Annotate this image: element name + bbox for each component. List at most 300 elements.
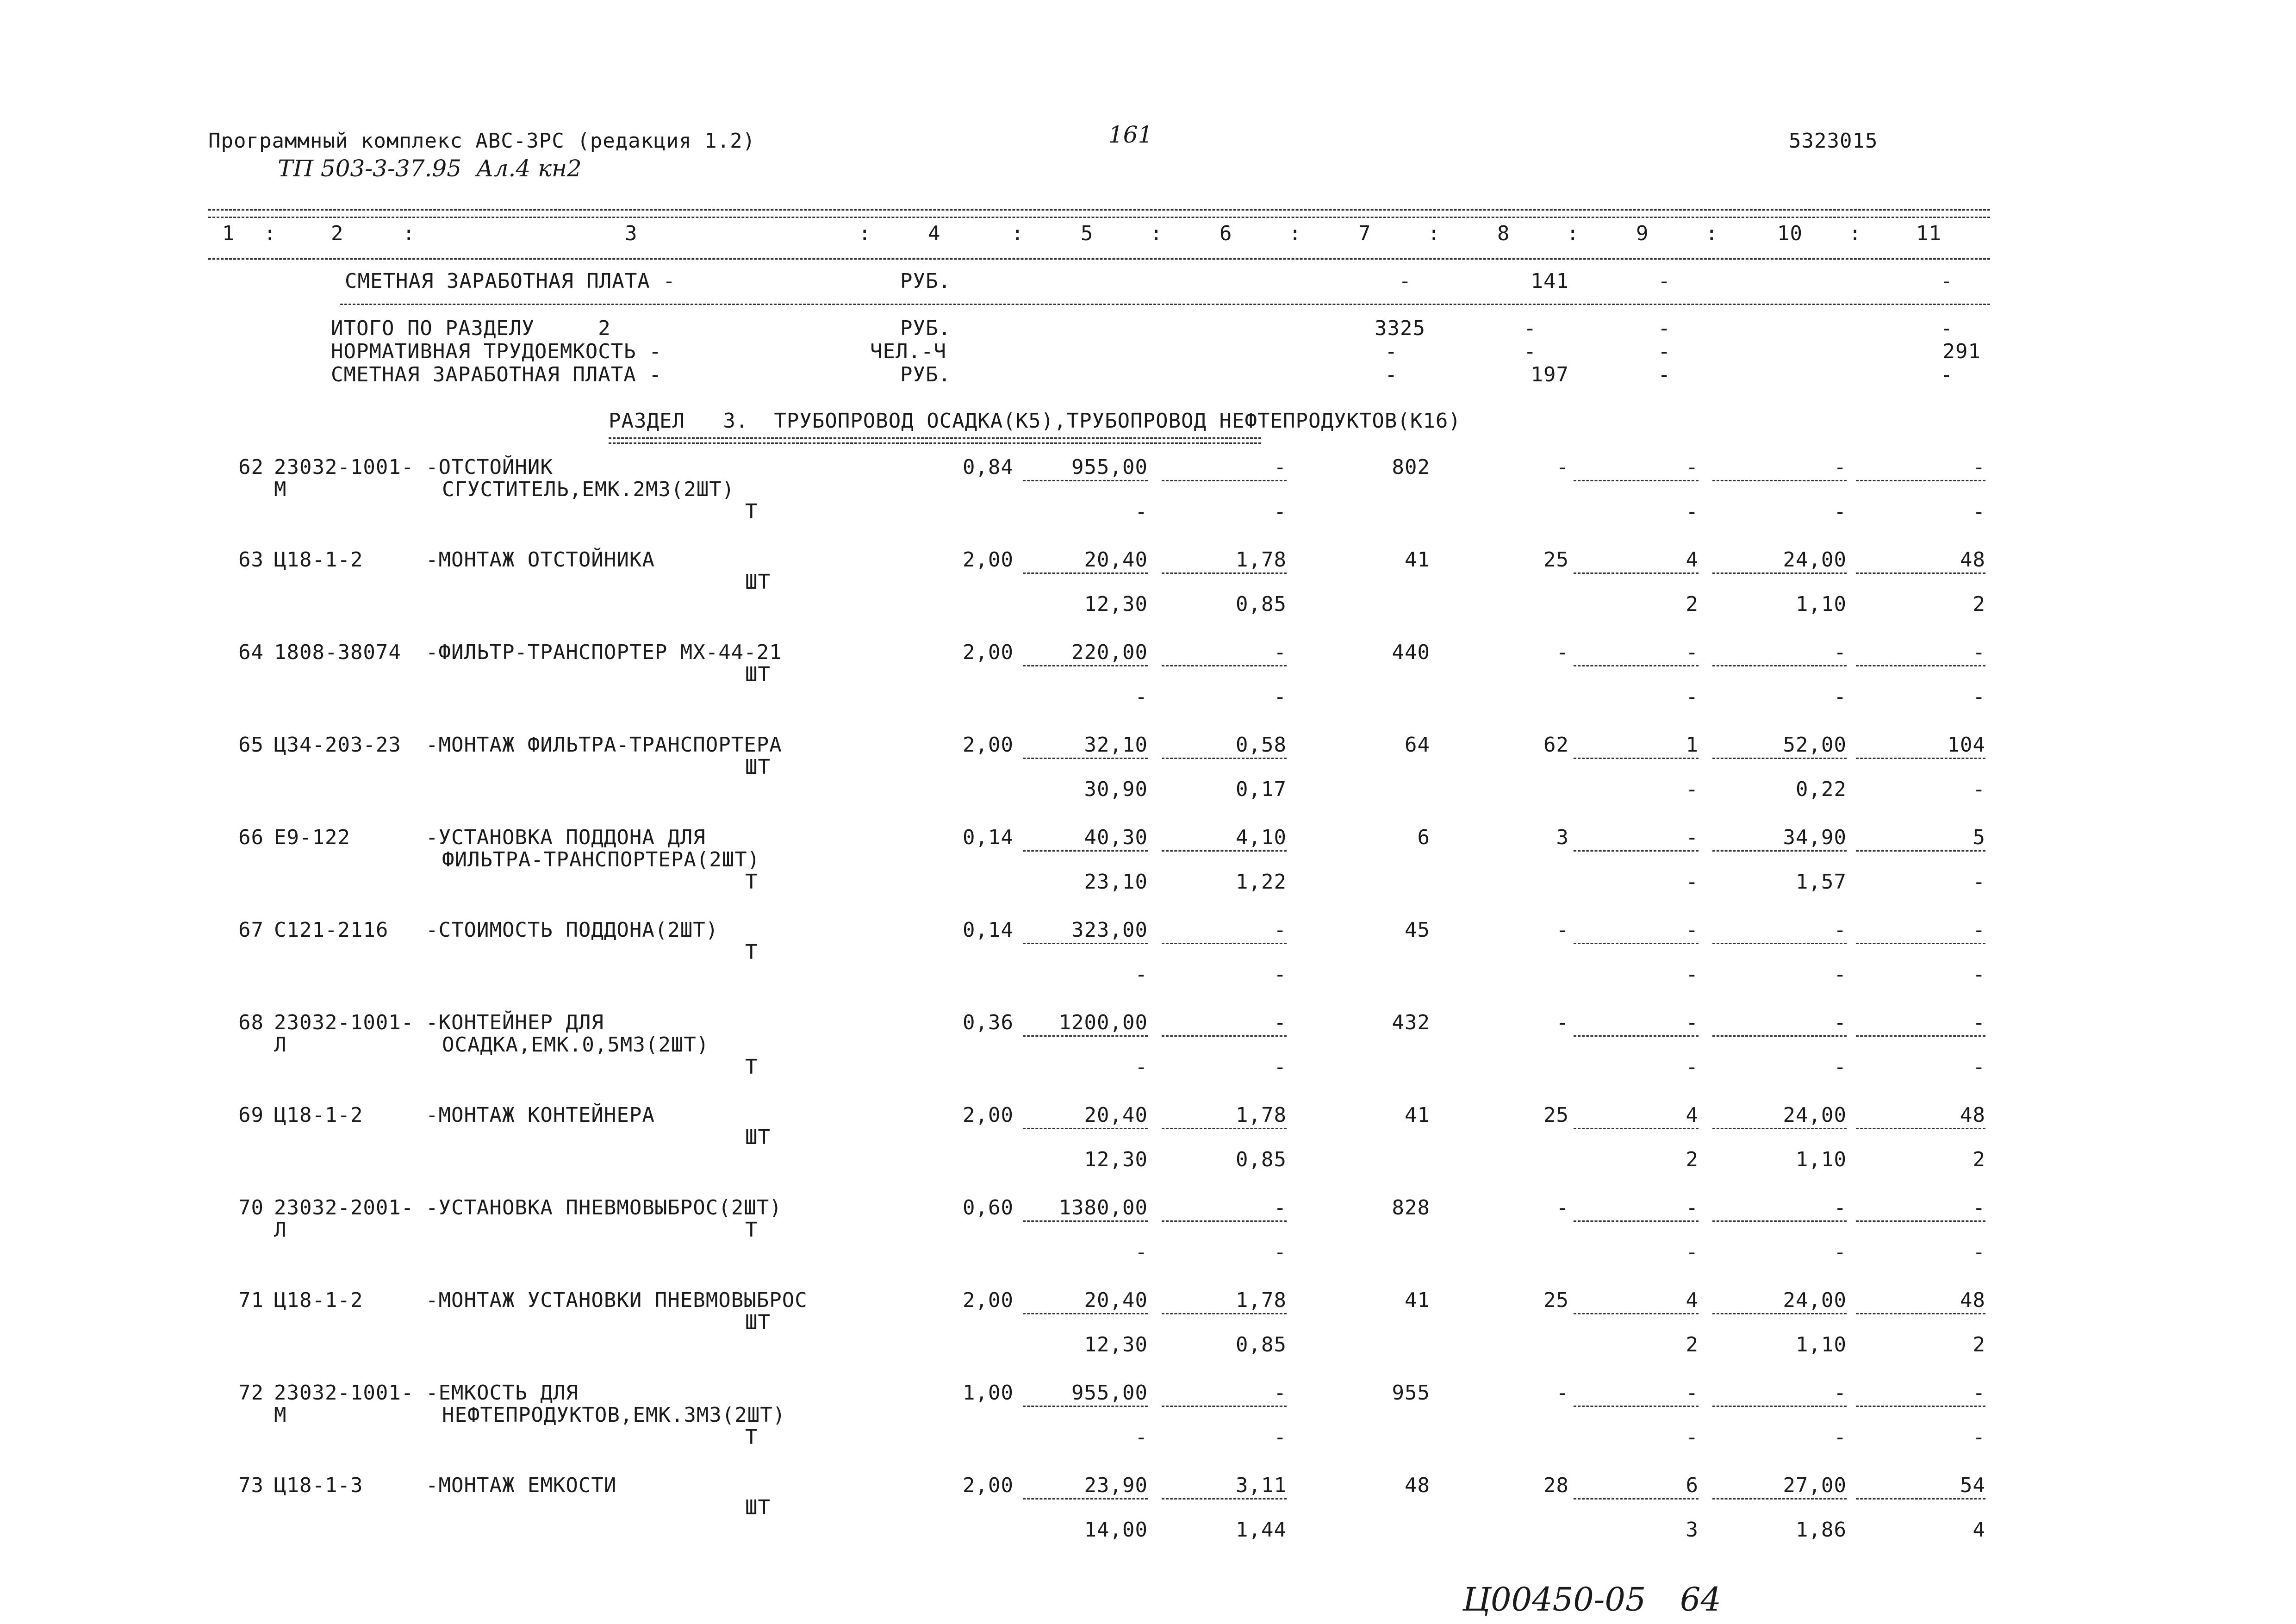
row-total-cost: 828 bbox=[1392, 1196, 1430, 1220]
cell-underline bbox=[1574, 480, 1699, 481]
col-8: 8 bbox=[1497, 222, 1510, 245]
row-unit-cost: 20,40 bbox=[1084, 548, 1148, 572]
header-top-rule bbox=[208, 209, 1990, 211]
row-unit: ШТ bbox=[745, 755, 771, 779]
row-quantity: 0,14 bbox=[963, 826, 1014, 849]
row-machine-salary: - bbox=[1274, 963, 1287, 986]
row-c9: 4 bbox=[1686, 1288, 1699, 1312]
row-code: С121-2116 bbox=[274, 918, 389, 942]
row-c10-sub: - bbox=[1834, 963, 1847, 986]
row-total-cost: 432 bbox=[1392, 1011, 1430, 1034]
row-salary: 25 bbox=[1543, 1288, 1569, 1312]
row-c9: 4 bbox=[1686, 1103, 1699, 1127]
row-c11: 5 bbox=[1972, 826, 1985, 849]
row-c9: 4 bbox=[1686, 548, 1699, 572]
row-total-cost: 48 bbox=[1405, 1474, 1430, 1497]
cell-underline bbox=[1023, 1035, 1148, 1037]
row-code: Ц34-203-23 bbox=[274, 733, 401, 757]
row-number: 64 bbox=[238, 641, 264, 664]
row-name: -МОНТАЖ КОНТЕЙНЕРА bbox=[426, 1103, 655, 1127]
row-total-cost: 41 bbox=[1405, 548, 1430, 572]
row-c11: - bbox=[1972, 1196, 1985, 1220]
row-c10: - bbox=[1834, 918, 1847, 942]
row-machine-salary: 1,22 bbox=[1236, 870, 1287, 894]
row-code-suffix: М bbox=[274, 478, 287, 501]
row-unit-cost: 323,00 bbox=[1071, 918, 1148, 942]
summary-c9: - bbox=[1658, 269, 1671, 293]
row-c9-sub: 3 bbox=[1686, 1518, 1699, 1542]
summary-c7: - bbox=[1399, 269, 1412, 293]
row-unit-cost: 1380,00 bbox=[1058, 1196, 1148, 1220]
row-quantity: 2,00 bbox=[963, 548, 1014, 572]
cell-underline bbox=[1574, 1498, 1699, 1500]
row-unit: Т bbox=[745, 1055, 758, 1079]
cell-underline bbox=[1023, 758, 1148, 759]
summary-label: СМЕТНАЯ ЗАРАБОТНАЯ ПЛАТА - bbox=[345, 269, 676, 293]
row-c9-sub: - bbox=[1686, 870, 1699, 894]
row-unit: ШТ bbox=[745, 1496, 771, 1519]
row-name: -УСТАНОВКА ПНЕВМОВЫБРОС(2ШТ) bbox=[426, 1196, 782, 1220]
row-c10-sub: 1,10 bbox=[1796, 1148, 1847, 1171]
cell-underline bbox=[1023, 1406, 1148, 1407]
row-unit-cost: 20,40 bbox=[1084, 1288, 1148, 1312]
header-bottom-rule bbox=[208, 258, 1990, 260]
row-unit: ШТ bbox=[745, 1311, 771, 1334]
summary-c11: - bbox=[1940, 269, 1953, 293]
row-salary: - bbox=[1556, 918, 1569, 942]
row-machine-salary: 0,85 bbox=[1236, 592, 1287, 616]
col-1: 1 bbox=[222, 222, 235, 245]
summary-section-unit: РУБ. bbox=[900, 363, 951, 386]
row-c11: - bbox=[1972, 455, 1985, 479]
cell-underline bbox=[1856, 943, 1985, 944]
footer-stamp: Ц00450-05 bbox=[1462, 1580, 1646, 1618]
cell-underline bbox=[1162, 1128, 1287, 1129]
row-c9: - bbox=[1686, 1381, 1699, 1405]
row-number: 65 bbox=[238, 733, 264, 757]
program-title: Программный комплекс АВС-3РС (редакция 1.2) bbox=[208, 129, 756, 153]
col-7: 7 bbox=[1358, 222, 1371, 245]
row-c9: - bbox=[1686, 826, 1699, 849]
row-c9-sub: - bbox=[1686, 500, 1699, 523]
summary-rule bbox=[340, 304, 1990, 305]
row-name-cont: ФИЛЬТРА-ТРАНСПОРТЕРА(2ШТ) bbox=[442, 848, 760, 871]
summary-unit: РУБ. bbox=[900, 269, 951, 293]
row-c9-sub: 2 bbox=[1686, 1148, 1699, 1171]
cell-underline bbox=[1856, 665, 1985, 666]
row-code: 23032-1001- bbox=[274, 455, 414, 479]
row-machine-cost: - bbox=[1274, 455, 1287, 479]
row-name: -ЕМКОСТЬ ДЛЯ bbox=[426, 1381, 579, 1405]
row-machine-cost: - bbox=[1274, 641, 1287, 664]
row-c9: - bbox=[1686, 1196, 1699, 1220]
row-name: -МОНТАЖ УСТАНОВКИ ПНЕВМОВЫБРОС bbox=[426, 1288, 808, 1312]
header-mid-rule bbox=[208, 217, 1990, 218]
summary-section-label: ИТОГО ПО РАЗДЕЛУ 2 bbox=[331, 317, 611, 340]
cell-underline bbox=[1856, 1406, 1985, 1407]
cell-underline bbox=[1856, 758, 1985, 759]
row-total-cost: 955 bbox=[1392, 1381, 1430, 1405]
row-machine-cost: 1,78 bbox=[1236, 548, 1287, 572]
row-c9: 1 bbox=[1686, 733, 1699, 757]
row-unit-cost-salary: - bbox=[1135, 963, 1148, 986]
row-unit-cost-salary: - bbox=[1135, 685, 1148, 709]
row-unit-cost: 40,30 bbox=[1084, 826, 1148, 849]
summary-section-unit: РУБ. bbox=[900, 317, 951, 340]
row-c10: - bbox=[1834, 1381, 1847, 1405]
summary-section-c7: - bbox=[1385, 340, 1398, 363]
row-c10: - bbox=[1834, 1196, 1847, 1220]
row-unit-cost-salary: - bbox=[1135, 1425, 1148, 1449]
cell-underline bbox=[1856, 1128, 1985, 1129]
row-machine-cost: 3,11 bbox=[1236, 1474, 1287, 1497]
row-machine-salary: 0,17 bbox=[1236, 778, 1287, 801]
row-number: 62 bbox=[238, 455, 264, 479]
row-unit-cost: 955,00 bbox=[1071, 455, 1148, 479]
row-code: 23032-1001- bbox=[274, 1381, 414, 1405]
row-code: 23032-1001- bbox=[274, 1011, 414, 1034]
row-c11-sub: - bbox=[1972, 1240, 1985, 1264]
summary-section-c11: 291 bbox=[1942, 340, 1981, 363]
cell-underline bbox=[1856, 1313, 1985, 1314]
row-machine-cost: - bbox=[1274, 1011, 1287, 1034]
col-sep: : bbox=[1705, 222, 1718, 245]
row-c10: 24,00 bbox=[1783, 1103, 1847, 1127]
row-c10-sub: - bbox=[1834, 1240, 1847, 1264]
cell-underline bbox=[1023, 1220, 1148, 1222]
cell-underline bbox=[1574, 572, 1699, 574]
row-code: 23032-2001- bbox=[274, 1196, 414, 1220]
row-c11-sub: 2 bbox=[1972, 1148, 1985, 1171]
col-sep: : bbox=[1289, 222, 1302, 245]
row-name-cont: НЕФТЕПРОДУКТОВ,ЕМК.3М3(2ШТ) bbox=[442, 1403, 786, 1427]
row-machine-cost: - bbox=[1274, 918, 1287, 942]
cell-underline bbox=[1162, 1035, 1287, 1037]
document-code: 5323015 bbox=[1789, 129, 1878, 153]
row-code-suffix: М bbox=[274, 1403, 287, 1427]
row-c9-sub: - bbox=[1686, 1055, 1699, 1079]
row-c11-sub: - bbox=[1972, 963, 1985, 986]
cell-underline bbox=[1856, 1498, 1985, 1500]
row-c11: - bbox=[1972, 918, 1985, 942]
col-6: 6 bbox=[1220, 222, 1232, 245]
row-c10-sub: 1,10 bbox=[1796, 592, 1847, 616]
row-machine-salary: - bbox=[1274, 1425, 1287, 1449]
row-machine-salary: - bbox=[1274, 500, 1287, 523]
summary-section-c7: - bbox=[1385, 363, 1398, 386]
row-salary: - bbox=[1556, 1011, 1569, 1034]
row-c9: 6 bbox=[1686, 1474, 1699, 1497]
row-machine-cost: 4,10 bbox=[1236, 826, 1287, 849]
cell-underline bbox=[1162, 1220, 1287, 1222]
cell-underline bbox=[1574, 943, 1699, 944]
col-5: 5 bbox=[1081, 222, 1094, 245]
row-salary: 62 bbox=[1543, 733, 1569, 757]
summary-section-c9: - bbox=[1658, 317, 1671, 340]
row-total-cost: 6 bbox=[1417, 826, 1430, 849]
cell-underline bbox=[1856, 850, 1985, 852]
row-c11-sub: - bbox=[1972, 1055, 1985, 1079]
col-sep: : bbox=[403, 222, 416, 245]
row-machine-cost: 1,78 bbox=[1236, 1288, 1287, 1312]
row-c9: - bbox=[1686, 641, 1699, 664]
row-code: Ц18-1-2 bbox=[274, 1288, 363, 1312]
row-name: -МОНТАЖ ЕМКОСТИ bbox=[426, 1474, 617, 1497]
row-total-cost: 41 bbox=[1405, 1103, 1430, 1127]
row-c10: 52,00 bbox=[1783, 733, 1847, 757]
cell-underline bbox=[1712, 1406, 1847, 1407]
summary-section-c11: - bbox=[1940, 317, 1953, 340]
cell-underline bbox=[1856, 1035, 1985, 1037]
row-c11-sub: 4 bbox=[1972, 1518, 1985, 1542]
row-c10-sub: - bbox=[1834, 685, 1847, 709]
row-c9-sub: - bbox=[1686, 1240, 1699, 1264]
row-c11: 48 bbox=[1960, 548, 1985, 572]
cell-underline bbox=[1023, 665, 1148, 666]
row-c11-sub: - bbox=[1972, 1425, 1985, 1449]
row-c11-sub: - bbox=[1972, 870, 1985, 894]
row-name: -УСТАНОВКА ПОДДОНА ДЛЯ bbox=[426, 826, 706, 849]
page-number: 161 bbox=[1108, 121, 1153, 148]
row-code: Ц18-1-2 bbox=[274, 548, 363, 572]
row-salary: 28 bbox=[1543, 1474, 1569, 1497]
row-c10-sub: 1,57 bbox=[1796, 870, 1847, 894]
cell-underline bbox=[1574, 665, 1699, 666]
row-quantity: 1,00 bbox=[963, 1381, 1014, 1405]
row-name: -ОТСТОЙНИК bbox=[426, 455, 553, 479]
row-c11-sub: 2 bbox=[1972, 592, 1985, 616]
row-c10-sub: 1,10 bbox=[1796, 1333, 1847, 1356]
row-c11: - bbox=[1972, 1011, 1985, 1034]
col-sep: : bbox=[1428, 222, 1441, 245]
row-quantity: 2,00 bbox=[963, 641, 1014, 664]
cell-underline bbox=[1023, 1128, 1148, 1129]
row-quantity: 0,84 bbox=[963, 455, 1014, 479]
row-unit: Т bbox=[745, 870, 758, 894]
row-machine-cost: 1,78 bbox=[1236, 1103, 1287, 1127]
row-number: 67 bbox=[238, 918, 264, 942]
row-c9-sub: 2 bbox=[1686, 592, 1699, 616]
row-unit-cost-salary: 12,30 bbox=[1084, 592, 1148, 616]
row-unit-cost: 955,00 bbox=[1071, 1381, 1148, 1405]
row-code: Ц18-1-2 bbox=[274, 1103, 363, 1127]
cell-underline bbox=[1712, 943, 1847, 944]
row-number: 68 bbox=[238, 1011, 264, 1034]
row-c10-sub: - bbox=[1834, 500, 1847, 523]
row-c9: - bbox=[1686, 1011, 1699, 1034]
row-quantity: 0,14 bbox=[963, 918, 1014, 942]
row-machine-cost: - bbox=[1274, 1381, 1287, 1405]
summary-section-unit: ЧЕЛ.-Ч bbox=[870, 340, 946, 363]
handwritten-reference: ТП 503-3-37.95 Ал.4 кн2 bbox=[278, 155, 582, 182]
summary-section-c11: - bbox=[1940, 363, 1953, 386]
col-10: 10 bbox=[1777, 222, 1803, 245]
row-c11-sub: - bbox=[1972, 685, 1985, 709]
summary-section-c8: - bbox=[1524, 340, 1537, 363]
summary-section-label: СМЕТНАЯ ЗАРАБОТНАЯ ПЛАТА - bbox=[331, 363, 662, 386]
row-c10: - bbox=[1834, 1011, 1847, 1034]
cell-underline bbox=[1856, 1220, 1985, 1222]
row-total-cost: 440 bbox=[1392, 641, 1430, 664]
cell-underline bbox=[1162, 480, 1287, 481]
row-unit-cost-salary: - bbox=[1135, 500, 1148, 523]
footer-sheet: 64 bbox=[1680, 1580, 1722, 1618]
row-quantity: 2,00 bbox=[963, 1474, 1014, 1497]
row-name: -МОНТАЖ ОТСТОЙНИКА bbox=[426, 548, 655, 572]
row-unit-cost-salary: 12,30 bbox=[1084, 1333, 1148, 1356]
row-quantity: 2,00 bbox=[963, 1103, 1014, 1127]
summary-c8: 141 bbox=[1531, 269, 1569, 293]
cell-underline bbox=[1574, 1220, 1699, 1222]
summary-section-c9: - bbox=[1658, 340, 1671, 363]
col-2: 2 bbox=[331, 222, 344, 245]
row-unit: Т bbox=[745, 1218, 758, 1242]
summary-section-c7: 3325 bbox=[1375, 317, 1425, 340]
row-number: 72 bbox=[238, 1381, 264, 1405]
row-c10: 27,00 bbox=[1783, 1474, 1847, 1497]
cell-underline bbox=[1574, 1128, 1699, 1129]
row-unit-cost-salary: 23,10 bbox=[1084, 870, 1148, 894]
row-number: 63 bbox=[238, 548, 264, 572]
row-total-cost: 45 bbox=[1405, 918, 1430, 942]
cell-underline bbox=[1162, 1498, 1287, 1500]
row-c11: - bbox=[1972, 641, 1985, 664]
row-machine-cost: - bbox=[1274, 1196, 1287, 1220]
row-machine-salary: 0,85 bbox=[1236, 1333, 1287, 1356]
row-salary: 3 bbox=[1556, 826, 1569, 849]
col-sep: : bbox=[1567, 222, 1580, 245]
row-name: -КОНТЕЙНЕР ДЛЯ bbox=[426, 1011, 604, 1034]
row-total-cost: 64 bbox=[1405, 733, 1430, 757]
cell-underline bbox=[1856, 480, 1985, 481]
row-name: -СТОИМОСТЬ ПОДДОНА(2ШТ) bbox=[426, 918, 719, 942]
cell-underline bbox=[1712, 1220, 1847, 1222]
row-total-cost: 41 bbox=[1405, 1288, 1430, 1312]
cell-underline bbox=[1574, 1313, 1699, 1314]
cell-underline bbox=[1023, 1313, 1148, 1314]
col-sep: : bbox=[1150, 222, 1163, 245]
row-c10-sub: - bbox=[1834, 1425, 1847, 1449]
row-unit: Т bbox=[745, 940, 758, 964]
row-machine-salary: - bbox=[1274, 685, 1287, 709]
row-c10: - bbox=[1834, 455, 1847, 479]
row-unit: ШТ bbox=[745, 663, 771, 686]
col-sep: : bbox=[859, 222, 871, 245]
row-code: Ц18-1-3 bbox=[274, 1474, 363, 1497]
row-c11-sub: - bbox=[1972, 778, 1985, 801]
row-c11-sub: 2 bbox=[1972, 1333, 1985, 1356]
row-salary: 25 bbox=[1543, 548, 1569, 572]
row-salary: - bbox=[1556, 641, 1569, 664]
row-code-suffix: Л bbox=[274, 1218, 287, 1242]
row-code: 1808-38074 bbox=[274, 641, 401, 664]
row-name-cont: ОСАДКА,ЕМК.0,5М3(2ШТ) bbox=[442, 1033, 709, 1057]
cell-underline bbox=[1712, 1035, 1847, 1037]
cell-underline bbox=[1574, 758, 1699, 759]
col-sep: : bbox=[264, 222, 277, 245]
row-salary: - bbox=[1556, 1196, 1569, 1220]
col-9: 9 bbox=[1636, 222, 1649, 245]
cell-underline bbox=[1162, 943, 1287, 944]
col-sep: : bbox=[1849, 222, 1862, 245]
cell-underline bbox=[1162, 572, 1287, 574]
row-unit-cost: 1200,00 bbox=[1058, 1011, 1148, 1034]
row-unit-cost-salary: - bbox=[1135, 1055, 1148, 1079]
row-unit-cost-salary: 12,30 bbox=[1084, 1148, 1148, 1171]
row-unit-cost: 220,00 bbox=[1071, 641, 1148, 664]
row-total-cost: 802 bbox=[1392, 455, 1430, 479]
cell-underline bbox=[1162, 1406, 1287, 1407]
cell-underline bbox=[1856, 572, 1985, 574]
row-unit: Т bbox=[745, 1425, 758, 1449]
cell-underline bbox=[1712, 850, 1847, 852]
summary-section-c9: - bbox=[1658, 363, 1671, 386]
cell-underline bbox=[1023, 850, 1148, 852]
row-machine-salary: - bbox=[1274, 1240, 1287, 1264]
cell-underline bbox=[1712, 1313, 1847, 1314]
row-c11: 48 bbox=[1960, 1288, 1985, 1312]
summary-section-c8: - bbox=[1524, 317, 1537, 340]
row-c10-sub: - bbox=[1834, 1055, 1847, 1079]
row-c10: 24,00 bbox=[1783, 1288, 1847, 1312]
row-code: Е9-122 bbox=[274, 826, 350, 849]
row-c11: 104 bbox=[1947, 733, 1985, 757]
cell-underline bbox=[1574, 1035, 1699, 1037]
cell-underline bbox=[1023, 572, 1148, 574]
row-unit-cost: 32,10 bbox=[1084, 733, 1148, 757]
row-machine-cost: 0,58 bbox=[1236, 733, 1287, 757]
cell-underline bbox=[1162, 1313, 1287, 1314]
row-salary: 25 bbox=[1543, 1103, 1569, 1127]
row-unit-cost: 20,40 bbox=[1084, 1103, 1148, 1127]
row-name: -ФИЛЬТР-ТРАНСПОРТЕР МХ-44-21 bbox=[426, 641, 782, 664]
row-quantity: 0,36 bbox=[963, 1011, 1014, 1034]
col-sep: : bbox=[1011, 222, 1024, 245]
cell-underline bbox=[1712, 758, 1847, 759]
row-machine-salary: 0,85 bbox=[1236, 1148, 1287, 1171]
row-code-suffix: Л bbox=[274, 1033, 287, 1057]
summary-section-c8: 197 bbox=[1531, 363, 1569, 386]
row-name: -МОНТАЖ ФИЛЬТРА-ТРАНСПОРТЕРА bbox=[426, 733, 782, 757]
row-unit: ШТ bbox=[745, 1126, 771, 1149]
cell-underline bbox=[1712, 480, 1847, 481]
row-c11: 48 bbox=[1960, 1103, 1985, 1127]
cell-underline bbox=[1023, 480, 1148, 481]
section-title: РАЗДЕЛ 3. ТРУБОПРОВОД ОСАДКА(К5),ТРУБОПРОВОД НЕФТЕПРОДУКТОВ(К16) bbox=[609, 409, 1461, 433]
col-4: 4 bbox=[928, 222, 941, 245]
row-number: 70 bbox=[238, 1196, 264, 1220]
row-machine-salary: 1,44 bbox=[1236, 1518, 1287, 1542]
col-11: 11 bbox=[1916, 222, 1941, 245]
row-c11: - bbox=[1972, 1381, 1985, 1405]
row-salary: - bbox=[1556, 1381, 1569, 1405]
row-number: 69 bbox=[238, 1103, 264, 1127]
summary-section-label: НОРМАТИВНАЯ ТРУДОЕМКОСТЬ - bbox=[331, 340, 662, 363]
row-c9-sub: 2 bbox=[1686, 1333, 1699, 1356]
row-unit-cost-salary: 30,90 bbox=[1084, 778, 1148, 801]
row-c10: 24,00 bbox=[1783, 548, 1847, 572]
row-unit-cost: 23,90 bbox=[1084, 1474, 1148, 1497]
row-c11-sub: - bbox=[1972, 500, 1985, 523]
cell-underline bbox=[1023, 1498, 1148, 1500]
row-c9-sub: - bbox=[1686, 963, 1699, 986]
row-unit-cost-salary: 14,00 bbox=[1084, 1518, 1148, 1542]
row-c10-sub: 1,86 bbox=[1796, 1518, 1847, 1542]
row-name-cont: СГУСТИТЕЛЬ,ЕМК.2М3(2ШТ) bbox=[442, 478, 735, 501]
row-c9-sub: - bbox=[1686, 778, 1699, 801]
row-c10: 34,90 bbox=[1783, 826, 1847, 849]
row-quantity: 2,00 bbox=[963, 733, 1014, 757]
